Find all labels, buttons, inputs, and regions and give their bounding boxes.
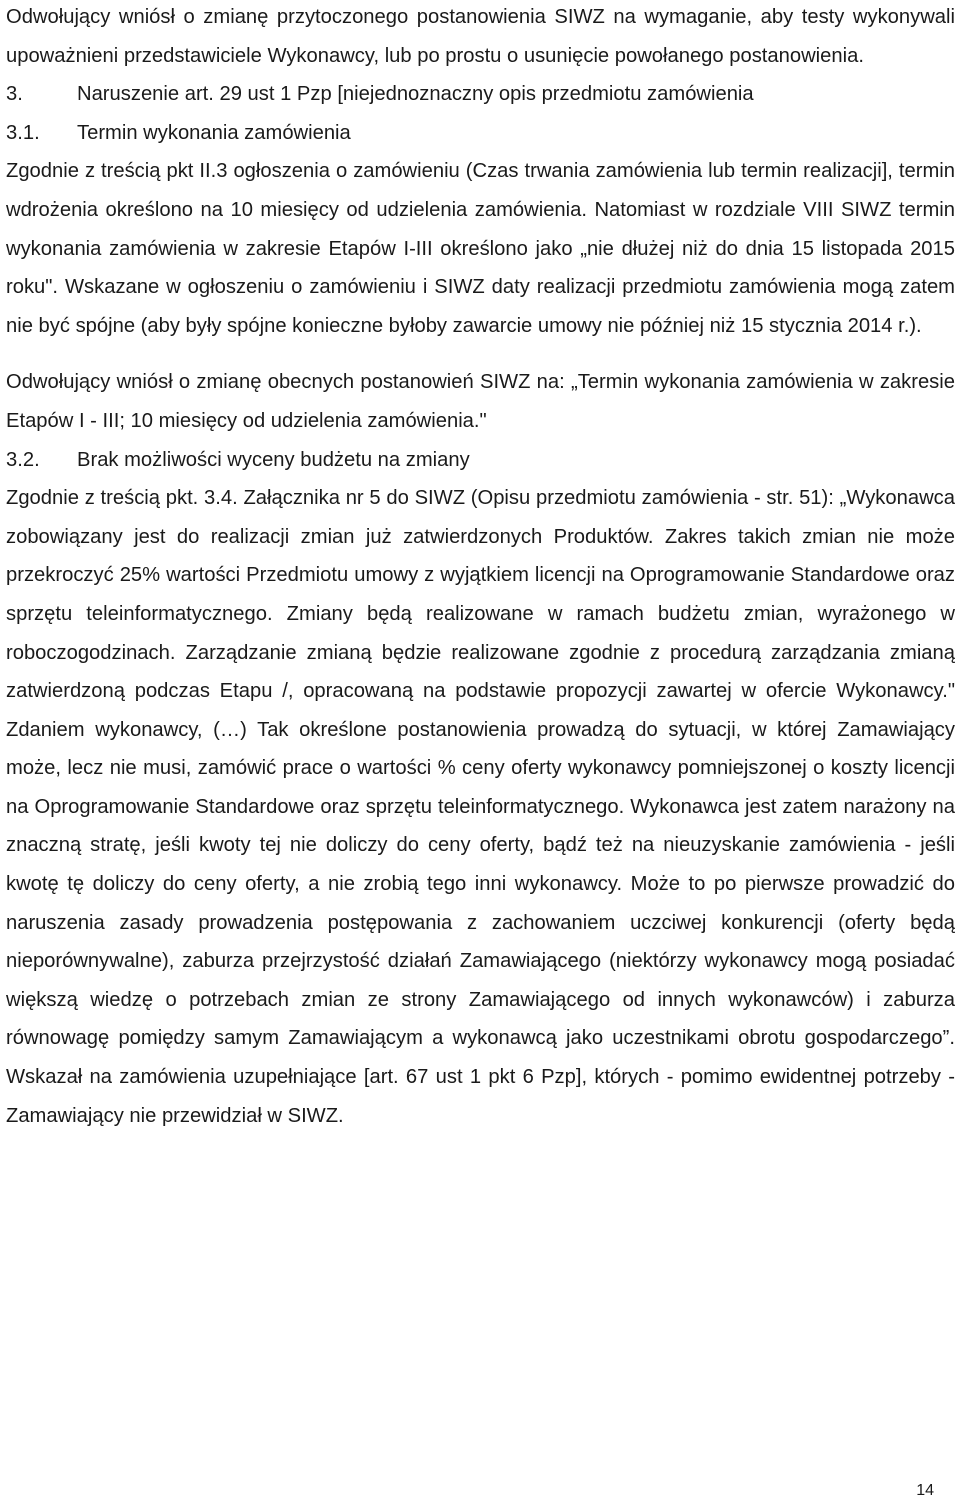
page-number: 14: [916, 1482, 934, 1499]
section-3-2-heading: [6, 441, 955, 480]
section-3-2-title: Brak możliwości wyceny budżetu na zmiany: [77, 448, 470, 471]
section-3-2-number: 3.2.: [6, 448, 40, 471]
section-3-1-heading: [6, 114, 955, 153]
section-3-heading: [6, 75, 955, 114]
section-3-number: 3.: [6, 83, 23, 106]
paragraph-intro: Odwołujący wniósł o zmianę przytoczonego postanowienia SIWZ na wymaganie, aby testy wykonywali upoważnieni przedstawiciele Wykonawcy, lub po prostu o usunięcie powołanego postanowienia.: [6, 6, 955, 67]
document-page: [6, 0, 955, 1135]
section-3-1-paragraph-1: Zgodnie z treścią pkt II.3 ogłoszenia o zamówieniu (Czas trwania zamówienia lub termin realizacji], termin wdrożenia określono na 10 miesięcy od udzielenia zamówienia. Natomiast w rozdziale VIII SIWZ termin wykonania zamówienia w zakresie Etapów I-III określono jako „nie dłużej niż do dnia 15 listopada 2015 roku". Wskazane w ogłoszeniu o zamówieniu i SIWZ daty realizacji przedmiotu zamówienia mogą zatem nie być spójne (aby były spójne konieczne byłoby zawarcie umowy nie później niż 15 stycznia 2014 r.).: [6, 160, 955, 337]
section-3-1-title: Termin wykonania zamówienia: [77, 121, 351, 144]
section-3-title: Naruszenie art. 29 ust 1 Pzp [niejednoznaczny opis przedmiotu zamówienia: [77, 83, 754, 106]
section-3-2-paragraph-1: Zgodnie z treścią pkt. 3.4. Załącznika nr 5 do SIWZ (Opisu przedmiotu zamówienia - str. 51): „Wykonawca zobowiązany jest do realizacji zmian już zatwierdzonych Produktów. Zakres takich zmian nie może przekroczyć 25% wartości Przedmiotu umowy z wyjątkiem licencji na Oprogramowanie Standardowe oraz sprzętu teleinformatycznego. Zmiany będą realizowane w ramach budżetu zmian, wyrażonego w roboczogodzinach. Zarządzanie zmianą będzie realizowane zgodnie z procedurą zarządzania zmianą zatwierdzoną podczas Etapu /, opracowaną na podstawie propozycji zawartej w ofercie Wykonawcy." Zdaniem wykonawcy, (…) Tak określone postanowienia prowadzą do sytuacji, w której Zamawiający może, lecz nie musi, zamówić prace o wartości % ceny oferty wykonawcy pomniejszonej o koszty licencji na Oprogramowanie Standardowe oraz sprzętu teleinformatycznego. Wykonawca jest zatem narażony na znaczną stratę, jeśli kwoty tej nie doliczy do ceny oferty, bądź też na nieuzyskanie zamówienia - jeśli kwotę tę doliczy do ceny oferty, a nie zrobią tego inni wykonawcy. Może to po pierwsze prowadzić do naruszenia zasady prowadzenia postępowania z zachowaniem uczciwej konkurencji (oferty będą nieporównywalne), zaburza przejrzystość działań Zamawiającego (niektórzy wykonawcy mogą posiadać większą wiedzę o potrzebach zmian ze strony Zamawiającego od innych wykonawców) i zaburza równowagę pomiędzy samym Zamawiającym a wykonawcą jako uczestnikami obrotu gospodarczego”. Wskazał na zamówienia uzupełniające [art. 67 ust 1 pkt 6 Pzp], których - pomimo ewidentnej potrzeby - Zamawiający nie przewidział w SIWZ.: [6, 487, 955, 1127]
section-3-1-number: 3.1.: [6, 121, 40, 144]
section-3-1-paragraph-2: Odwołujący wniósł o zmianę obecnych postanowień SIWZ na: „Termin wykonania zamówienia w zakresie Etapów I - III; 10 miesięcy od udzielenia zamówienia.": [6, 371, 955, 432]
